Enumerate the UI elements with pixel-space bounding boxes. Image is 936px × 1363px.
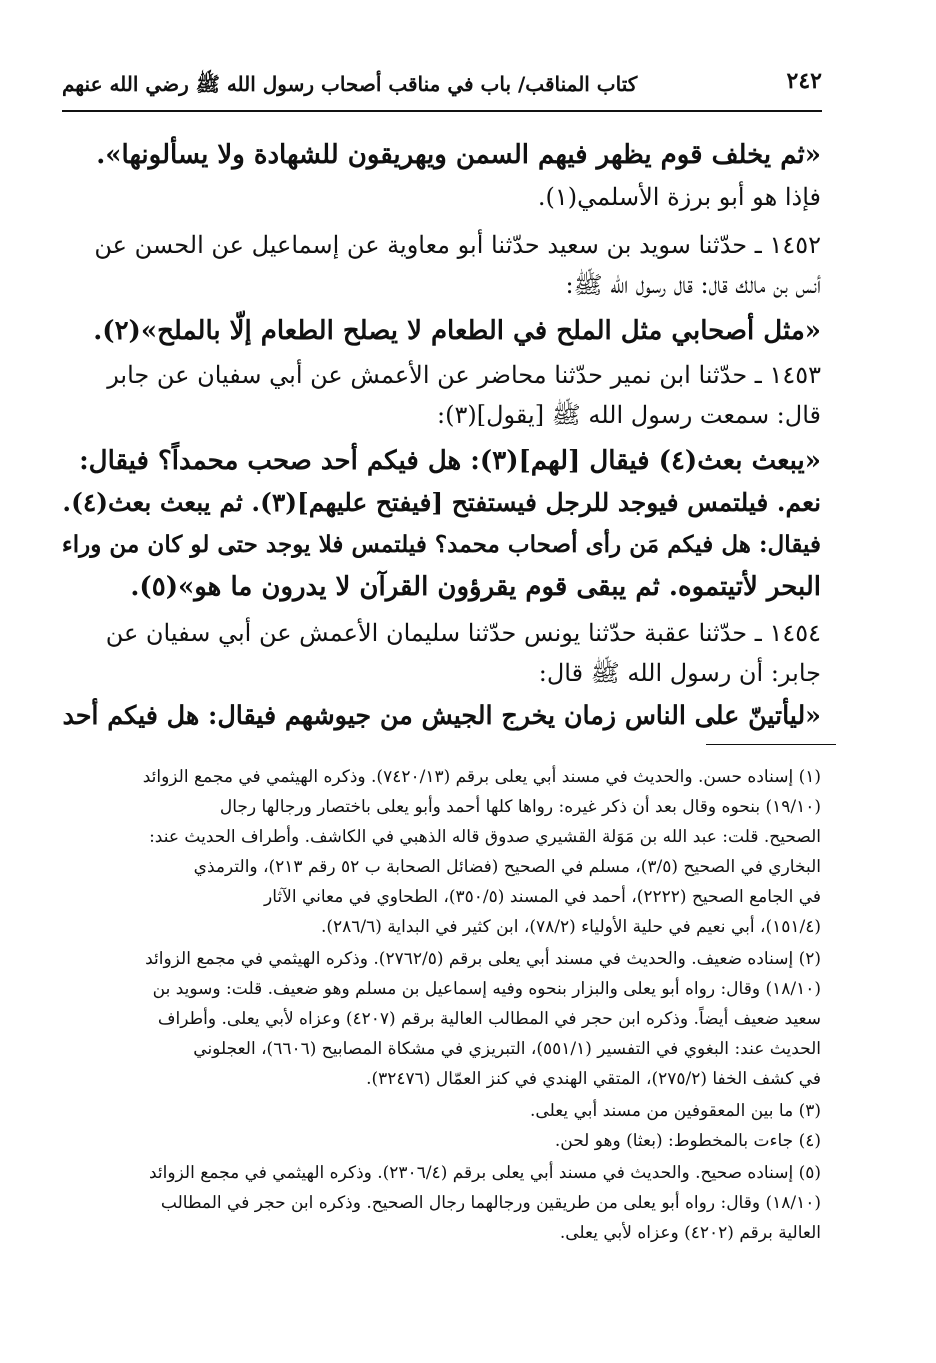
- footnote-line: (١٩/١٠) بنحوه وقال بعد أن ذكر غيره: رواها كلها أحمد وأبو يعلى باختصار ورجالها رجال: [219, 797, 821, 817]
- body-line: ١٤٥٢ ـ حدّثنا سويد بن سعيد حدّثنا أبو معاوية عن إسماعيل عن الحسن عن: [94, 231, 821, 259]
- footnote-line: العالية برقم (٤٢٠٢) وعزاه لأبي يعلى.: [559, 1223, 821, 1243]
- footnote-line: (٤) جاءت بالمخطوط: (بعثا) وهو لحن.: [554, 1131, 821, 1151]
- footnote-line: الحديث عند: البغوي في التفسير (٥٥١/١)، التبريزي في مشكاة المصابيح (٦٦٠٦)، العجلوني: [193, 1039, 821, 1059]
- body-line: ١٤٥٤ ـ حدّثنا عقبة حدّثنا يونس حدّثنا سليمان الأعمش عن أبي سفيان عن: [105, 619, 821, 647]
- body-line: «ثم يخلف قوم يظهر فيهم السمن ويهريقون للشهادة ولا يسألونها».: [96, 140, 821, 170]
- footnote-line: الصحيح. قلت: عبد الله بن مَوَلة القشيري صدوق قاله الذهبي في الكاشف. وأطراف الحديث عند:: [149, 827, 821, 847]
- body-line: فيقال: هل فيكم مَن رأى أصحاب محمد؟ فيلتمس فلا يوجد حتى لو كان من وراء: [61, 531, 821, 558]
- footnote-line: (٥) إسناده صحيح. والحديث في مسند أبي يعلى برقم (٢٣٠٦/٤). وذكره الهيثمي في مجمع الزوائد: [148, 1163, 821, 1183]
- footnote-line: (١٨/١٠) وقال: رواه أبو يعلى والبزار بنحوه وفيه إسماعيل بن مسلم وهو ضعيف. قلت: وسويد بن: [152, 979, 821, 999]
- body-line: نعم. فيلتمس فيوجد للرجل فيستفتح [فيفتح عليهم](٣). ثم يبعث بعث(٤).: [62, 488, 821, 517]
- body-line: البحر لأتيتموه. ثم يبقى قوم يقرؤون القرآن لا يدرون ما هو»(٥).: [130, 572, 821, 602]
- footnote-line: سعيد ضعيف أيضاً. وذكره ابن حجر في المطالب العالية برقم (٤٢٠٧) وعزاه لأبي يعلى. وأطراف: [157, 1009, 821, 1029]
- page-number: ٢٤٢: [786, 68, 822, 94]
- body-line: «ليأتينّ على الناس زمان يخرج الجيش من جيوشهم فيقال: هل فيكم أحد: [62, 700, 821, 730]
- footnote-line: البخاري في الصحيح (٣/٥)، مسلم في الصحيح (فضائل الصحابة ب ٥٢ رقم ٢١٣)، والترمذي: [193, 857, 821, 877]
- body-line: قال: سمعت رسول الله ﷺ [يقول](٣):: [437, 401, 821, 429]
- body-line: أنس بن مالك قال: قال رسول الله ﷺ:: [565, 271, 821, 299]
- footnote-line: (١٥١/٤)، أبي نعيم في حلية الأولياء (٧٨/٢)، ابن كثير في البداية (٢٨٦/٦).: [320, 917, 821, 937]
- footnote-line: (١) إسناده حسن. والحديث في مسند أبي يعلى برقم (٧٤٢٠/١٣). وذكره الهيثمي في مجمع الزوائد: [142, 767, 821, 787]
- footnote-line: (٢) إسناده ضعيف. والحديث في مسند أبي يعلى برقم (٢٧٦٢/٥). وذكره الهيثمي في مجمع الزوائد: [145, 949, 821, 969]
- body-line: جابر: أن رسول الله ﷺ قال:: [538, 659, 821, 687]
- footnote-line: (١٨/١٠) وقال: رواه أبو يعلى من طريقين ورجالهما رجال الصحيح. وذكره ابن حجر في المطالب: [160, 1193, 821, 1213]
- footnote-line: في كشف الخفا (٢٧٥/٢)، المتقي الهندي في كنز العمّال (٣٢٤٧٦).: [366, 1069, 821, 1089]
- footnote-line: (٣) ما بين المعقوفين من مسند أبي يعلى.: [530, 1101, 821, 1121]
- page-header: [62, 64, 822, 112]
- footnote-separator: [706, 744, 836, 745]
- running-title: كتاب المناقب/ باب في مناقب أصحاب رسول الله ﷺ رضي الله عنهم: [62, 72, 638, 96]
- body-line: «يبعث بعث(٤) فيقال [لهم](٣): هل فيكم أحد صحب محمداً؟ فيقال:: [79, 446, 821, 476]
- body-line: فإذا هو أبو برزة الأسلمي(١).: [537, 183, 821, 211]
- body-line: ١٤٥٣ ـ حدّثنا ابن نمير حدّثنا محاضر عن الأعمش عن أبي سفيان عن جابر: [107, 361, 821, 389]
- footnote-line: في الجامع الصحيح (٢٢٢٢)، أحمد في المسند (٣٥٠/٥)، الطحاوي في معاني الآثار: [264, 887, 821, 907]
- body-line: «مثل أصحابي مثل الملح في الطعام لا يصلح الطعام إلّا بالملح»(٢).: [93, 316, 821, 346]
